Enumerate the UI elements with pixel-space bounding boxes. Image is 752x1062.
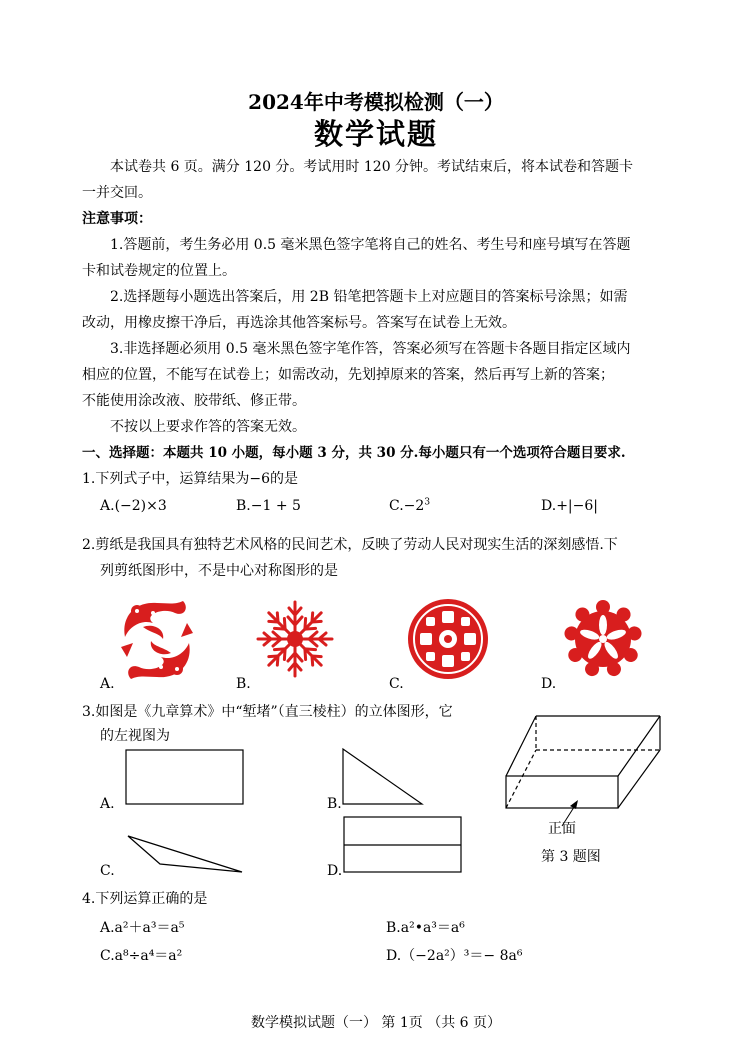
q3-option-a-figure <box>124 748 246 808</box>
notice-item-4: 不按以上要求作答的答案无效。 <box>110 419 306 435</box>
q2-stem-line-1: 2.剪纸是我国具有独特艺术风格的民间艺术，反映了劳动人民对现实生活的深刻感悟.下 <box>82 537 618 553</box>
notice-item-2-line-1: 2.选择题每小题选出答案后，用 2B 铅笔把答题卡上对应题目的答案标号涂黑；如需 <box>110 289 628 305</box>
notice-item-1-line-1: 1.答题前，考生务必用 0.5 毫米黑色签字笔将自己的姓名、考生号和座号填写在答题 <box>110 237 631 253</box>
notice-item-2-line-2: 改动，用橡皮擦干净后，再选涂其他答案标号。答案写在试卷上无效。 <box>82 315 516 331</box>
q3-stem-line-2: 的左视图为 <box>100 728 170 744</box>
q4-stem: 4.下列运算正确的是 <box>82 891 208 907</box>
q3-option-c-label: C. <box>100 863 115 879</box>
subject-title: 数学试题 <box>313 117 438 151</box>
notice-item-1-line-2: 卡和试卷规定的位置上。 <box>82 263 236 279</box>
q2-stem-line-2: 列剪纸图形中，不是中心对称图形的是 <box>100 563 338 579</box>
q3-option-c-figure <box>124 832 246 876</box>
q1-option-b-label: B. <box>236 498 251 514</box>
q1-option-a-expr: (−2)×3 <box>114 498 167 514</box>
q1-stem: 1.下列式子中，运算结果为−6的是 <box>82 471 298 487</box>
notice-item-3-line-3: 不能使用涂改液、胶带纸、修正带。 <box>82 393 306 409</box>
q1-option-c-exp: 3 <box>424 497 431 508</box>
q4-option-b: B.a²•a³＝a⁶ <box>386 920 465 936</box>
q2-option-d-label: D. <box>541 676 557 692</box>
q3-option-b-label: B. <box>327 796 342 812</box>
q1-option-a-label: A. <box>100 498 115 514</box>
section-1-heading: 一、选择题：本题共 10 小题，每小题 3 分，共 30 分.每小题只有一个选项符合题目要求. <box>82 445 626 461</box>
q3-option-d-figure <box>342 815 464 875</box>
q1-option-d-label: D. <box>541 498 557 514</box>
q1-option-c-base: −2 <box>403 498 425 514</box>
q3-figure-caption: 第 3 题图 <box>541 849 601 865</box>
q1-option-a <box>100 498 167 514</box>
q1-option-b <box>236 498 301 514</box>
q2-option-a-label: A. <box>100 676 115 692</box>
q3-stem-line-1: 3.如图是《九章算术》中“堑堵”（直三棱柱）的立体图形，它 <box>82 704 453 720</box>
q1-option-c-label: C. <box>389 498 404 514</box>
intro-line-1: 本试卷共 6 页。满分 120 分。考试用时 120 分钟。考试结束后，将本试卷和答题卡 <box>110 159 634 175</box>
q3-option-d-label: D. <box>327 863 343 879</box>
notice-item-3-line-2: 相应的位置，不能写在试卷上；如需改动，先划掉原来的答案，然后再写上新的答案； <box>82 367 614 383</box>
papercut-a-image <box>113 597 201 683</box>
q3-front-label: 正面 <box>548 821 576 837</box>
q2-option-c-label: C. <box>389 676 404 692</box>
q3-prism-figure <box>500 714 670 834</box>
papercut-c-image <box>406 597 490 681</box>
q1-option-d <box>541 498 598 514</box>
q4-option-c: C.a⁸÷a⁴＝a² <box>100 948 183 964</box>
q4-option-a: A.a²＋a³＝a⁵ <box>100 920 185 936</box>
papercut-d-image <box>562 598 644 680</box>
q3-option-b-figure <box>340 746 426 808</box>
q1-option-c <box>389 498 430 514</box>
notice-heading: 注意事项： <box>82 211 152 227</box>
papercut-b-image <box>253 599 337 679</box>
notice-item-3-line-1: 3.非选择题必须用 0.5 毫米黑色签字笔作答，答案必须写在答题卡各题目指定区域内 <box>110 341 631 357</box>
q4-option-d: D.（−2a²）³＝− 8a⁶ <box>386 948 523 964</box>
q1-option-d-expr: +|−6| <box>556 498 598 514</box>
page-footer: 数学模拟试题（一） 第 1页 （共 6 页） <box>250 1015 502 1031</box>
intro-line-2: 一并交回。 <box>82 185 152 201</box>
q1-option-b-expr: −1 + 5 <box>250 498 301 514</box>
q3-option-a-label: A. <box>100 796 115 812</box>
q2-option-b-label: B. <box>236 676 251 692</box>
exam-title: 2024年中考模拟检测（一） <box>248 90 504 114</box>
